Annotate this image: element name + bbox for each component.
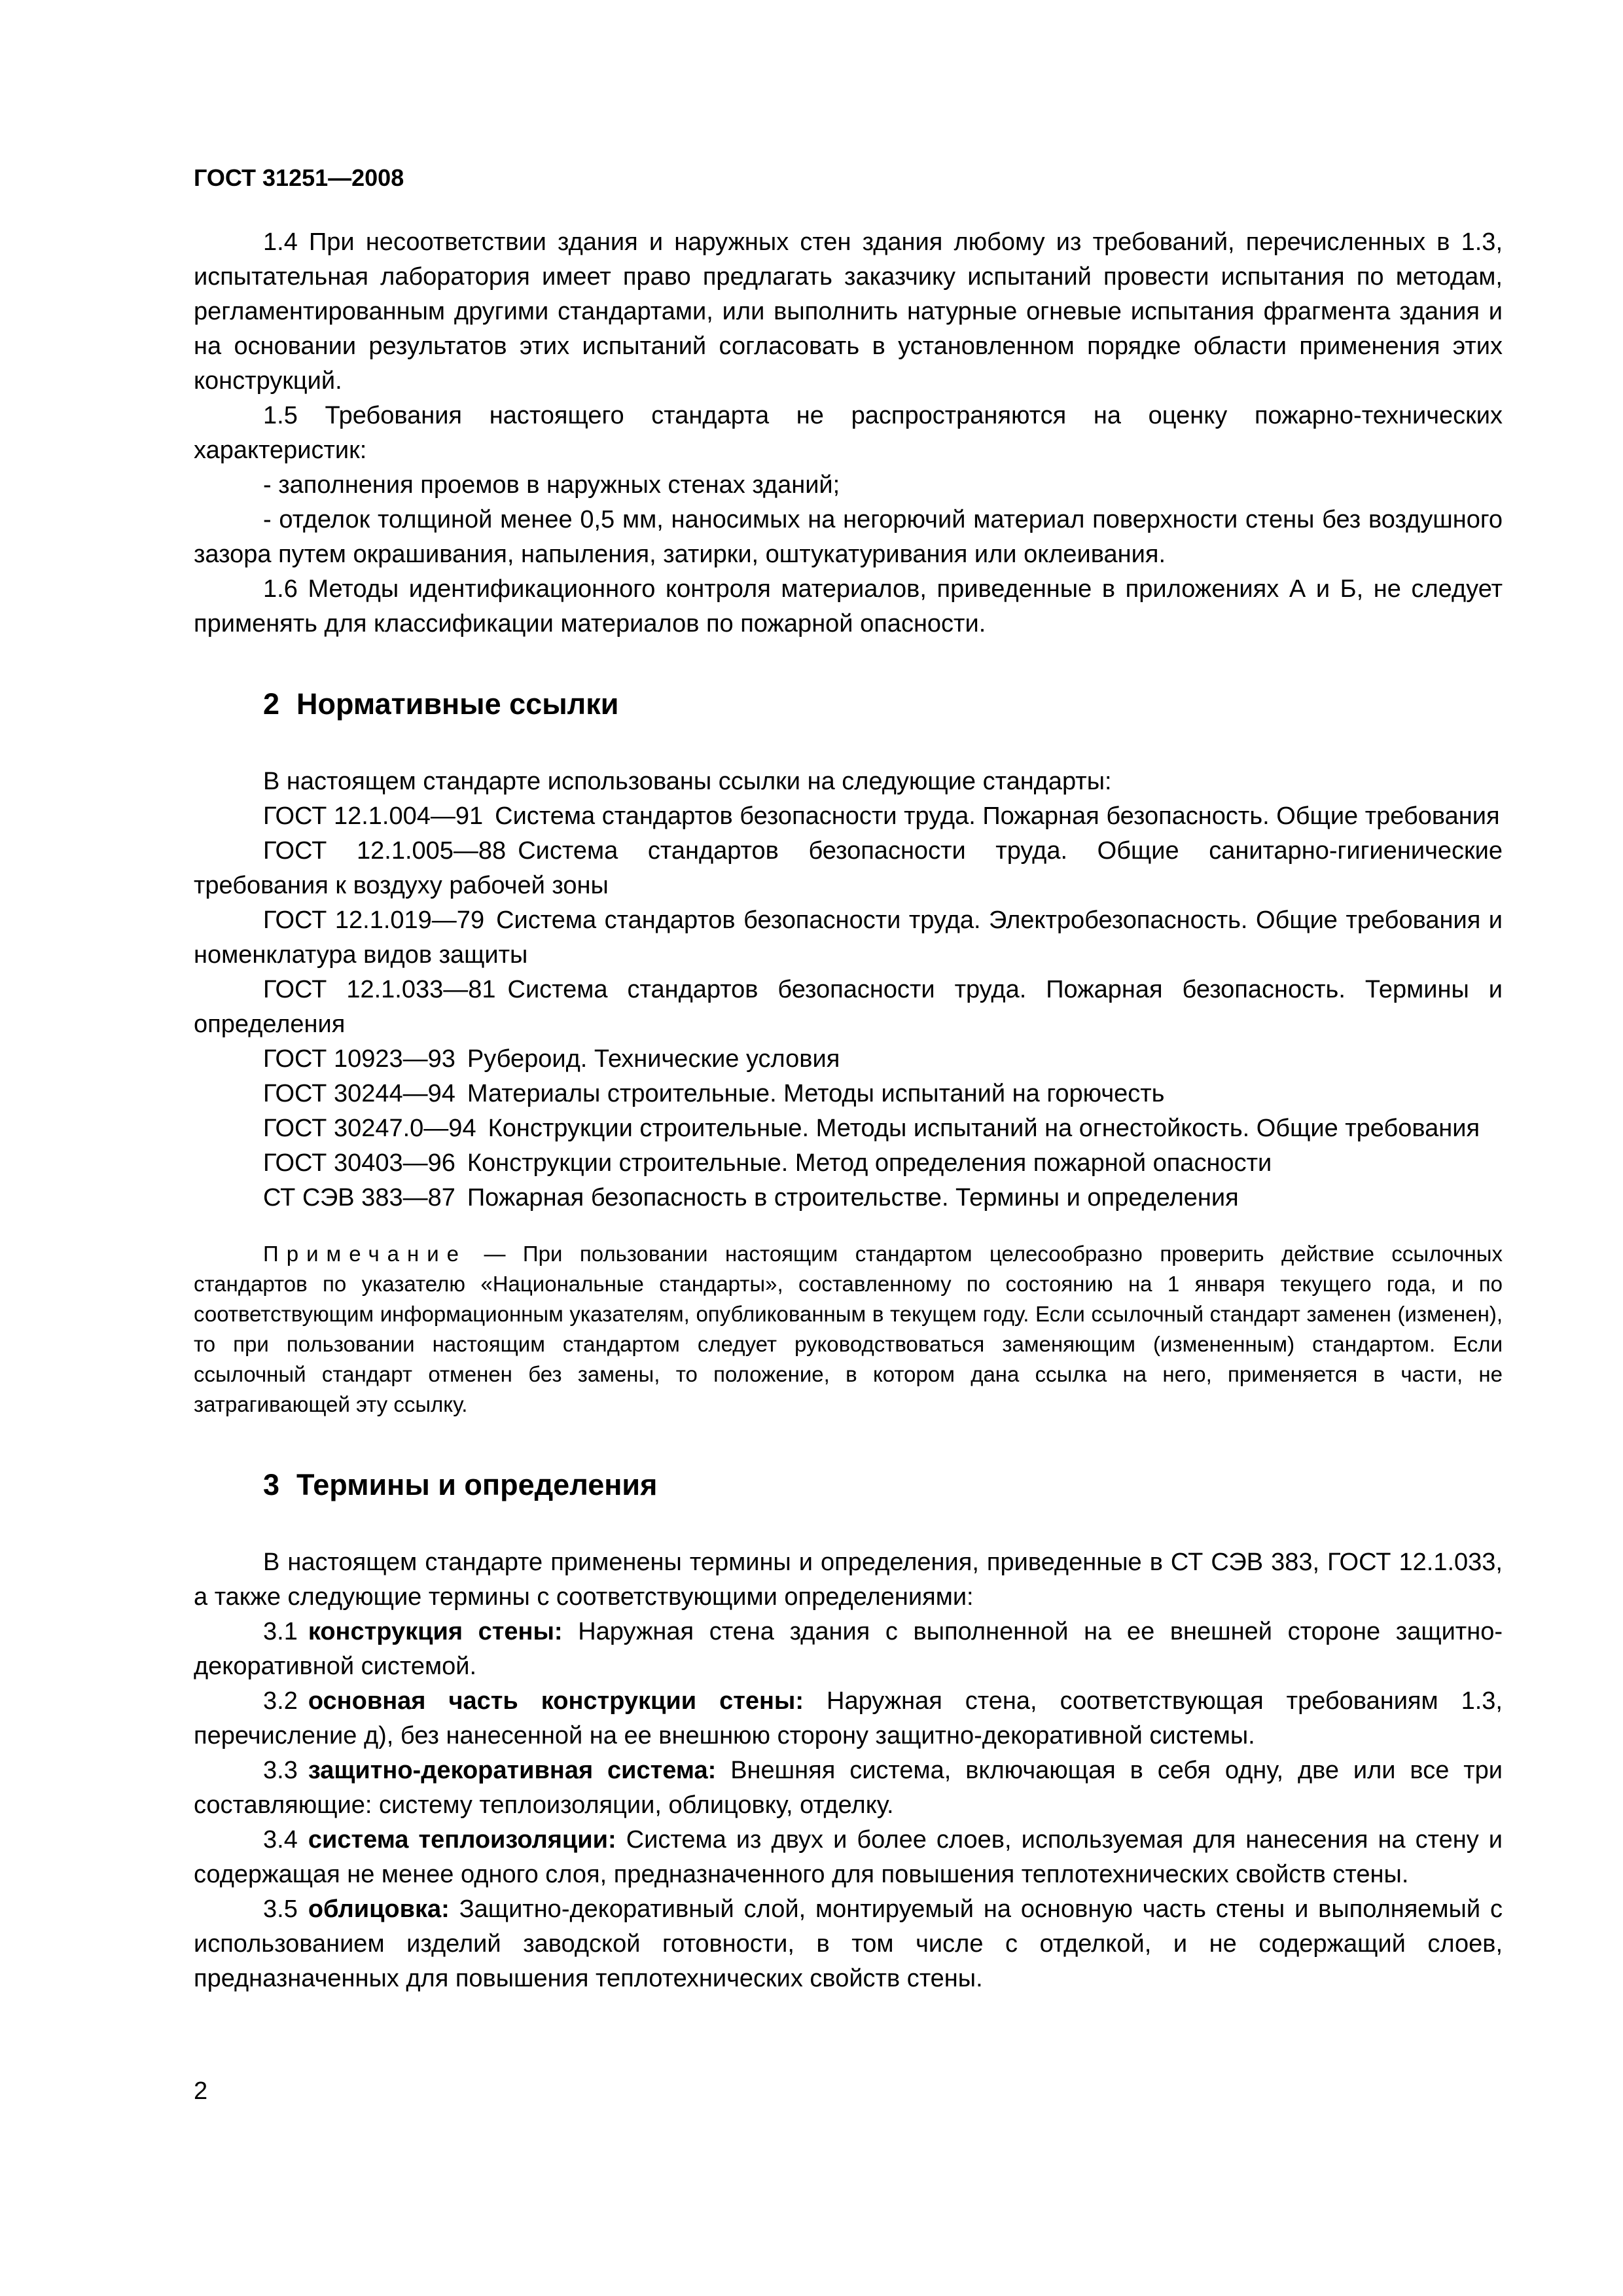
document-code-header: ГОСТ 31251—2008 [194, 164, 404, 191]
section-2-title: Нормативные ссылки [296, 687, 619, 721]
term-name: основная часть конструкции стены: [308, 1687, 804, 1715]
reference-item [194, 834, 1503, 903]
term-name: защитно-декоративная система: [308, 1757, 717, 1784]
reference-code: ГОСТ 12.1.004—91 [263, 802, 484, 830]
terms-list [194, 1615, 1503, 1996]
reference-text: Система стандартов безопасности труда. Электробезопасность. Общие требования и номенклатура видов защиты [194, 906, 1503, 969]
section-2-heading [194, 685, 1503, 724]
section-3-title: Термины и определения [296, 1468, 658, 1501]
term-text: Защитно-декоративный слой, монтируемый на основную часть стены и выполняемый с использованием изделий заводской готовности, в том числе с отделкой, и не содержащий слоев, предназначенных для повышения теплотехнических свойств стены. [194, 1895, 1503, 1992]
reference-text: Система стандартов безопасности труда. Пожарная безопасность. Термины и определения [194, 976, 1503, 1038]
section-3-intro: В настоящем стандарте применены термины и определения, приведенные в СТ СЭВ 383, ГОСТ 12.1.033, а также следующие термины с соответствующими определениями: [194, 1549, 1503, 1611]
term-number: 3.4 [263, 1826, 298, 1854]
note-text: — При пользовании настоящим стандартом целесообразно проверить действие ссылочных стандартов по указателю «Национальные стандарты», составленному по состоянию на 1 января текущего года, и по соответствующим информационным указателям, опубликованным в текущем году. Если ссылочный стандарт заменен (изменен), то при пользовании настоящим стандартом следует руководствоваться заменяющим (измененным) стандартом. Если ссылочный стандарт отменен без замены, то положение, в котором дана ссылка на него, применяется в части, не затрагивающей эту ссылку. [194, 1242, 1503, 1416]
term-text: Внешняя система, включающая в себя одну, две или все три составляющие: систему теплоизоляции, облицовку, отделку. [194, 1757, 1503, 1819]
term-text: Система из двух и более слоев, используемая для нанесения на стену и содержащая не менее одного слоя, предназначенного для повышения теплотехнических свойств стены. [194, 1826, 1503, 1888]
term-name: облицовка: [308, 1895, 450, 1923]
reference-code: ГОСТ 12.1.033—81 [263, 976, 496, 1003]
section-2-note [194, 1239, 1503, 1420]
reference-item [194, 973, 1503, 1042]
section-2-number: 2 [263, 687, 280, 721]
reference-code: ГОСТ 30247.0—94 [263, 1115, 476, 1142]
reference-item [194, 799, 1503, 834]
reference-text: Система стандартов безопасности труда. Общие санитарно-гигиенические требования к воздуху рабочей зоны [194, 837, 1503, 899]
term-name: конструкция стены: [308, 1618, 563, 1645]
note-label: Примечание [263, 1242, 467, 1266]
reference-code: ГОСТ 30244—94 [263, 1080, 455, 1107]
normative-references-list [194, 799, 1503, 1215]
reference-code: СТ СЭВ 383—87 [263, 1184, 455, 1211]
reference-item [194, 903, 1503, 973]
reference-text: Пожарная безопасность в строительстве. Термины и определения [467, 1184, 1239, 1211]
reference-code: ГОСТ 12.1.019—79 [263, 906, 485, 934]
term-definition [194, 1684, 1503, 1753]
paragraph-1-5: 1.5 Требования настоящего стандарта не распространяются на оценку пожарно-технических характеристик: [194, 402, 1503, 464]
term-name: система теплоизоляции: [308, 1826, 616, 1854]
term-text: Наружная стена, соответствующая требованиям 1.3, перечисление д), без нанесенной на ее внешнюю сторону защитно-декоративной системы. [194, 1687, 1503, 1749]
reference-item [194, 1077, 1503, 1111]
section-3-number: 3 [263, 1468, 280, 1501]
term-definition [194, 1615, 1503, 1684]
paragraph-1-4: 1.4 При несоответствии здания и наружных стен здания любому из требований, перечисленных в 1.3, испытательная лаборатория имеет право предлагать заказчику испытаний провести испытания по методам, регламентированным другими стандартами, или выполнить натурные огневые испытания фрагмента здания и на основании результатов этих испытаний согласовать в установленном порядке области применения этих конструкций. [194, 228, 1503, 395]
term-text: Наружная стена здания с выполненной на ее внешней стороне защитно-декоративной системой. [194, 1618, 1503, 1680]
term-definition [194, 1892, 1503, 1996]
paragraph-1-6: 1.6 Методы идентификационного контроля материалов, приведенные в приложениях А и Б, не следует применять для классификации материалов по пожарной опасности. [194, 575, 1503, 637]
term-definition [194, 1753, 1503, 1823]
reference-text: Конструкции строительные. Метод определения пожарной опасности [467, 1149, 1272, 1177]
reference-item [194, 1181, 1503, 1215]
term-number: 3.2 [263, 1687, 298, 1715]
reference-code: ГОСТ 12.1.005—88 [263, 837, 507, 865]
section-2-intro: В настоящем стандарте использованы ссылки на следующие стандарты: [263, 768, 1112, 795]
term-number: 3.3 [263, 1757, 298, 1784]
term-number: 3.1 [263, 1618, 298, 1645]
reference-text: Материалы строительные. Методы испытаний на горючесть [467, 1080, 1165, 1107]
term-number: 3.5 [263, 1895, 298, 1923]
reference-code: ГОСТ 30403—96 [263, 1149, 455, 1177]
reference-text: Конструкции строительные. Методы испытаний на огнестойкость. Общие требования [488, 1115, 1480, 1142]
section-3-heading [194, 1465, 1503, 1505]
reference-text: Рубероид. Технические условия [467, 1045, 840, 1073]
page-number: 2 [194, 2077, 208, 2105]
page-content [194, 225, 1503, 1996]
reference-item [194, 1042, 1503, 1077]
reference-item [194, 1111, 1503, 1146]
paragraph-1-5-item-1: - заполнения проемов в наружных стенах зданий; [263, 471, 840, 499]
reference-code: ГОСТ 10923—93 [263, 1045, 455, 1073]
paragraph-1-5-item-2: - отделок толщиной менее 0,5 мм, наносимых на негорючий материал поверхности стены без воздушного зазора путем окрашивания, напыления, затирки, оштукатуривания или оклеивания. [194, 506, 1503, 568]
term-definition [194, 1823, 1503, 1892]
reference-text: Система стандартов безопасности труда. Пожарная безопасность. Общие требования [495, 802, 1500, 830]
reference-item [194, 1146, 1503, 1181]
